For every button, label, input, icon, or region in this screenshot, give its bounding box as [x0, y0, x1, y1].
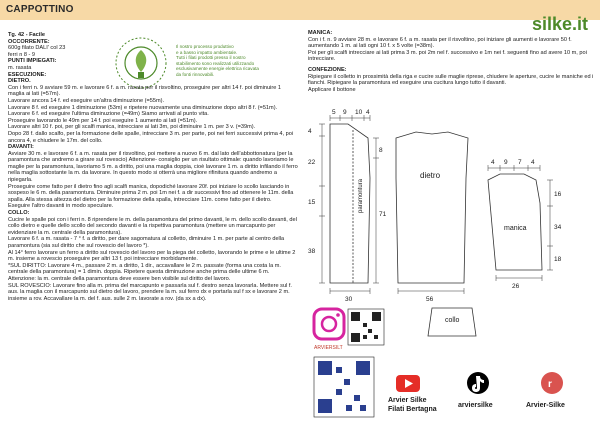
occorrente-yarn: 600g filato DALI' col 23	[8, 45, 66, 52]
brand-logo[interactable]: silke.it	[531, 14, 588, 34]
dietro-heading: DIETRO.	[8, 78, 31, 85]
back-label: dietro	[420, 171, 441, 180]
front-top-dim-2: 9	[343, 109, 347, 116]
esecuzione-heading: ESECUZIONE:	[8, 71, 47, 78]
sleeve-label: manica	[504, 225, 527, 232]
sul-diritto-text: *SUL DIRITTO: Lavorare 4 m., passare 2 m. a diritto, 1 dir., accavallare le 2 m. passate (forma una costa la m. centrale della paramontura) = 1 dimin. doppia. Ripetere questa diminuzione anche prima delle ultime 6 m. Attenzione: la m. centrale della paramontura deve essere ben visibile sul diritto del lavoro.	[8, 262, 281, 282]
back-bottom-dim: 56	[426, 296, 434, 303]
svg-text:r: r	[548, 379, 552, 390]
front-top-dim-3: 10	[355, 109, 363, 116]
tiktok-label[interactable]: arviersilke	[458, 402, 493, 409]
social-links	[308, 305, 598, 420]
sleeve-bottom-dim: 26	[512, 283, 520, 290]
sleeve-top-dim-2: 9	[504, 159, 508, 166]
title-band	[0, 0, 600, 20]
confezione-heading: CONFEZIONE:	[308, 66, 347, 73]
confezione-text: Ripiegare il colletto in prossimità della riga e cucire sulle maglie riprese, chiudere le aperture, cucire le maniche ed i fianchi. Ripiegare la paramontura ed eseguire una cucitura lungo tutto il davanti. Applicare il bottone	[308, 73, 594, 93]
pattern-column-right	[308, 30, 594, 93]
punti-heading: PUNTI IMPIEGATI:	[8, 58, 57, 65]
front-top-dims	[330, 115, 370, 121]
front-right-dims	[330, 138, 379, 294]
eco-note: Il nostro processo produttivo e a basso impatto ambientale. Tutti i filati prodotti presso il nostro stabilimento sono realizzati utilizzando esclusivamente energie elettrica ricavata da fonti rinnovabili.	[176, 44, 259, 77]
sleeve-top-dim-4: 4	[531, 159, 535, 166]
arvier-icon[interactable]	[541, 372, 563, 394]
sleeve-right-dim-3: 18	[554, 256, 562, 263]
front-top-dim-4: 4	[366, 109, 370, 116]
youtube-label[interactable]: Arvier Silke Filati Bertagna	[388, 397, 437, 413]
pattern-column-left	[8, 32, 298, 302]
sleeve-top-dim-1: 4	[491, 159, 495, 166]
paramontura-label: paramontura	[358, 178, 364, 213]
front-left-dim-1: 4	[308, 128, 312, 135]
instagram-icon[interactable]	[314, 309, 344, 339]
occorrente-needles: ferri n 8 - 9	[8, 51, 36, 58]
front-left-dims	[319, 124, 325, 283]
collo-text: Cucire le spalle poi con i ferri n. 8 riprendere le m. della paramontura del primo davanti, le m. dello scollo davanti, del collo dietro e quelle dello scollo del secondo davanti e la rispettiva paramontura (mettere un marcapunto per evidenziare la m. centrale della paramontura). Lavorare 6 f. a m. rasata - 7 ° f. a diritto, per dare sagomatura al colletto, diminuire 1 m. per parte al centro della paramontura (sia sul diritto che sul rovescio del lavoro *). Al 14° ferro lavorare un ferro a diritto sul rovescio del lavoro per la piega del colletto, lavorando le prime e le ultime 2 m. insieme a rovescio proseguire per altri 13 f. poi intrecciare morbidamente.	[8, 216, 297, 263]
back-bottom-dims	[398, 288, 464, 294]
front-piece	[330, 124, 370, 283]
occorrente-heading: OCCORRENTE:	[8, 38, 50, 45]
sleeve-top-dim-3: 7	[518, 159, 522, 166]
qr-code-instagram[interactable]	[348, 309, 384, 345]
front-left-dim-4: 38	[308, 248, 316, 255]
front-bottom-dim: 30	[345, 296, 353, 303]
arvier-label[interactable]: Arvier-Silke	[526, 402, 565, 409]
pattern-schematic	[300, 108, 600, 338]
size-line: Tg. 42 - Facile	[8, 32, 45, 38]
sul-rovescio-text: SUL ROVESCIO: Lavorare fino alla m. prima del marcapunto e passarla sul f. destro senza lavorarla. Mettere sul f. aus. la maglia con il marcapunto sul dietro del lavoro, prendere la m. sul ferro dx e portarla sul f sx e lavorare 2 m. insieme a rov. Accavallare la m. del f. aus. sulle 2 m. lavorate a rov. (da sx a dx).	[8, 282, 292, 302]
page-title: CAPPOTTINO	[6, 4, 74, 15]
qr-code-site[interactable]	[314, 357, 374, 417]
sleeve-right-dim-2: 34	[554, 224, 562, 231]
collar-label: collo	[445, 317, 460, 324]
dietro-text: Con i ferri n. 9 avviare 59 m. e lavorare 6 f. a m. rasata per il risvoltino, proseguire per altri 14 f. poi diminuire 1 maglia ai lati (=57m). Lavorare ancora 14 f. ed eseguire un'altra diminuzione (=55m). Lavorare 8 f. ed eseguire 1 diminuzione (53m) e ripetere nuovamente una diminuzione dopo altri 8 f. (=51m). Lavorare 6 f. ed eseguire l'ultima diminuzione (=49m) Siamo arrivati al punto vita. Proseguire lavorando le 49m per 14 f. poi eseguire 1 aumento ai lati (=51m). Lavorare altri 10 f. poi, per gli scalfi manica, intrecciare ai lati 3m, poi diminuire 1 m. per 3 v. (=39m). Dopo 28 f. dallo scalfo, per la formazione delle spalle, intrecciare 3 m. per parte, poi nei ferri successivi prima 4, poi ancora 4, e chiudere le 17m. del collo.	[8, 84, 294, 144]
sleeve-right-dim-1: 16	[554, 191, 562, 198]
collo-heading: COLLO:	[8, 210, 30, 217]
front-right-dim-total: 71	[379, 211, 387, 218]
front-left-dim-3: 15	[308, 199, 316, 206]
front-left-dim-2: 22	[308, 159, 316, 166]
punti-stitch: m. rasata	[8, 64, 32, 71]
back-piece	[396, 132, 468, 283]
sleeve-piece	[488, 174, 542, 270]
instagram-handle: ARVIERSILT	[314, 345, 343, 351]
manica-heading: MANICA:	[308, 30, 333, 36]
davanti-heading: DAVANTI:	[8, 144, 34, 151]
davanti-text: Avviare 30 m. e lavorare 6 f. a m. rasata per il risvoltino, poi mettere a nuovo 6 m. dal lato dell'abbottonatura (per la paramontura che andremo a girare sul rovescio) Attenzione- consiglio per un risultato ottimale: quando lavoriamo le maglie per la paramontura, lavoriamo 5 m. a diritto, poi una maglia doppia, cioè lavorare 1 m. a diritto infilando il ferro nella maglia sottostante la m. da lavorare. In questo modo si otterrà una migliore rifinitura quando andremo a ripiegarla. Proseguire come fatto per il dietro fino agli scalfi manica, dopodiché lavorare 20f. poi iniziare lo scollo lasciando in sospeso le 6 m. della paramontura. Diminuire prima 2 m. poi 1m nei f. a dir successivi fino ad ottenere le 11m. della spalla. Alla stessa altezza del dietro per la formazione della spalla, intrecciare 11m. come fatto per il dietro. Eseguire l'altro davanti in modo speculare.	[8, 150, 298, 210]
manica-text: Con i f. n. 9 avviare 28 m. e lavorare 6 f. a m. rasata per il risvoltino, poi iniziare gli aumenti e lavorare 50 f. aumentando 1 m. ai lati ogni 10 f. x 5 volte (=38m). Poi per gli scalfi intrecciare ai lati prima 3 m. poi 2m nel f. successivo e 1m nei f. seguenti fino ad avere 10 m, poi intrecciare.	[308, 36, 587, 63]
front-right-dim-top: 8	[379, 147, 383, 154]
front-top-dim-1: 5	[332, 109, 336, 116]
